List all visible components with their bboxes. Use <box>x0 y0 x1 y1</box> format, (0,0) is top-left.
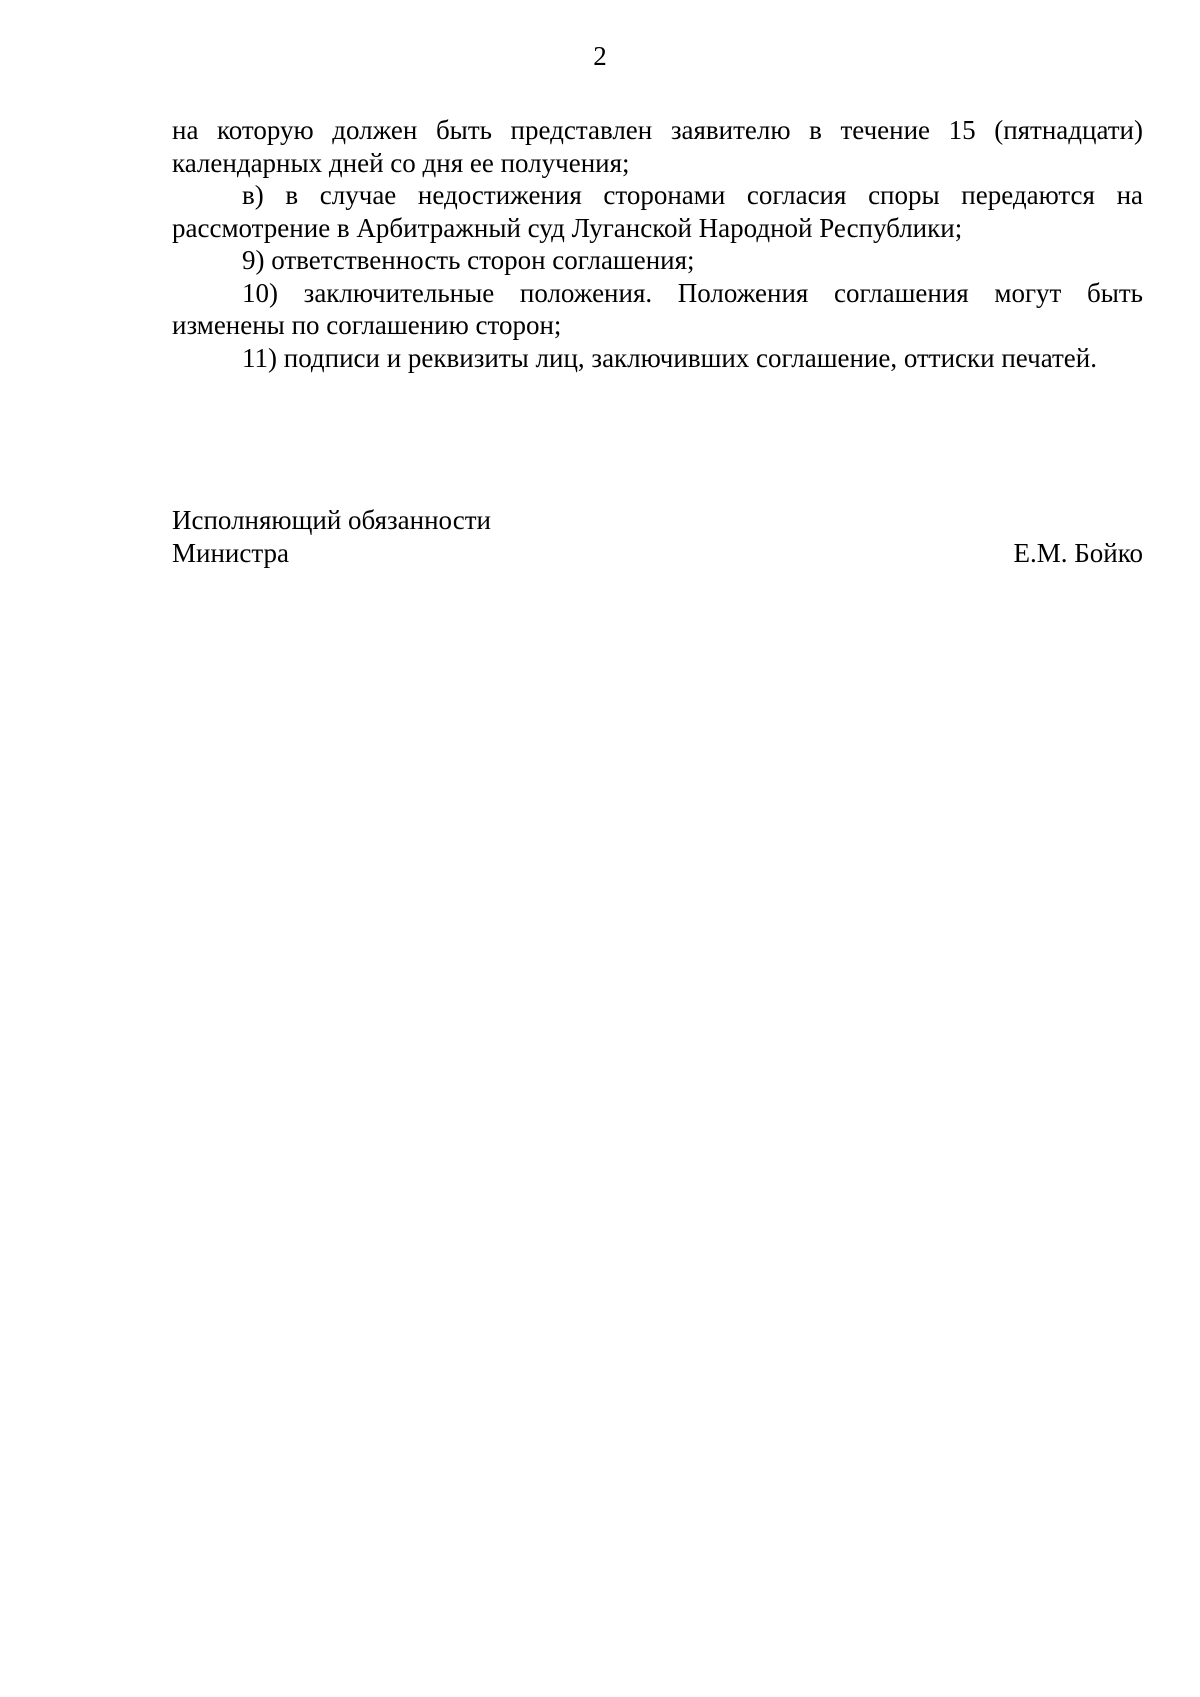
paragraph-item-9: 9) ответственность сторон соглашения; <box>242 245 695 275</box>
paragraph-continuation: на которую должен быть представлен заявителю в течение 15 (пятнадцати) календарных дней со дня ее получения; <box>172 115 1143 178</box>
signer-position-line2: Министра <box>172 537 289 568</box>
signature-block <box>172 504 1143 569</box>
paragraph-item-11: 11) подписи и реквизиты лиц, заключивших соглашение, оттиски печатей. <box>242 342 1097 373</box>
paragraph-item-v: в) в случае недостижения сторонами согласия споры передаются на рассмотрение в Арбитражный суд Луганской Народной Республики; <box>172 180 1143 243</box>
signer-name: Е.М. Бойко <box>1013 537 1143 568</box>
signature-row <box>172 537 1143 570</box>
document-body <box>172 114 1143 374</box>
paragraph-item-10: 10) заключительные положения. Положения соглашения могут быть изменены по соглашению сторон; <box>172 277 1143 340</box>
page-number: 2 <box>593 41 607 71</box>
signer-position-line1: Исполняющий обязанности <box>172 505 491 535</box>
